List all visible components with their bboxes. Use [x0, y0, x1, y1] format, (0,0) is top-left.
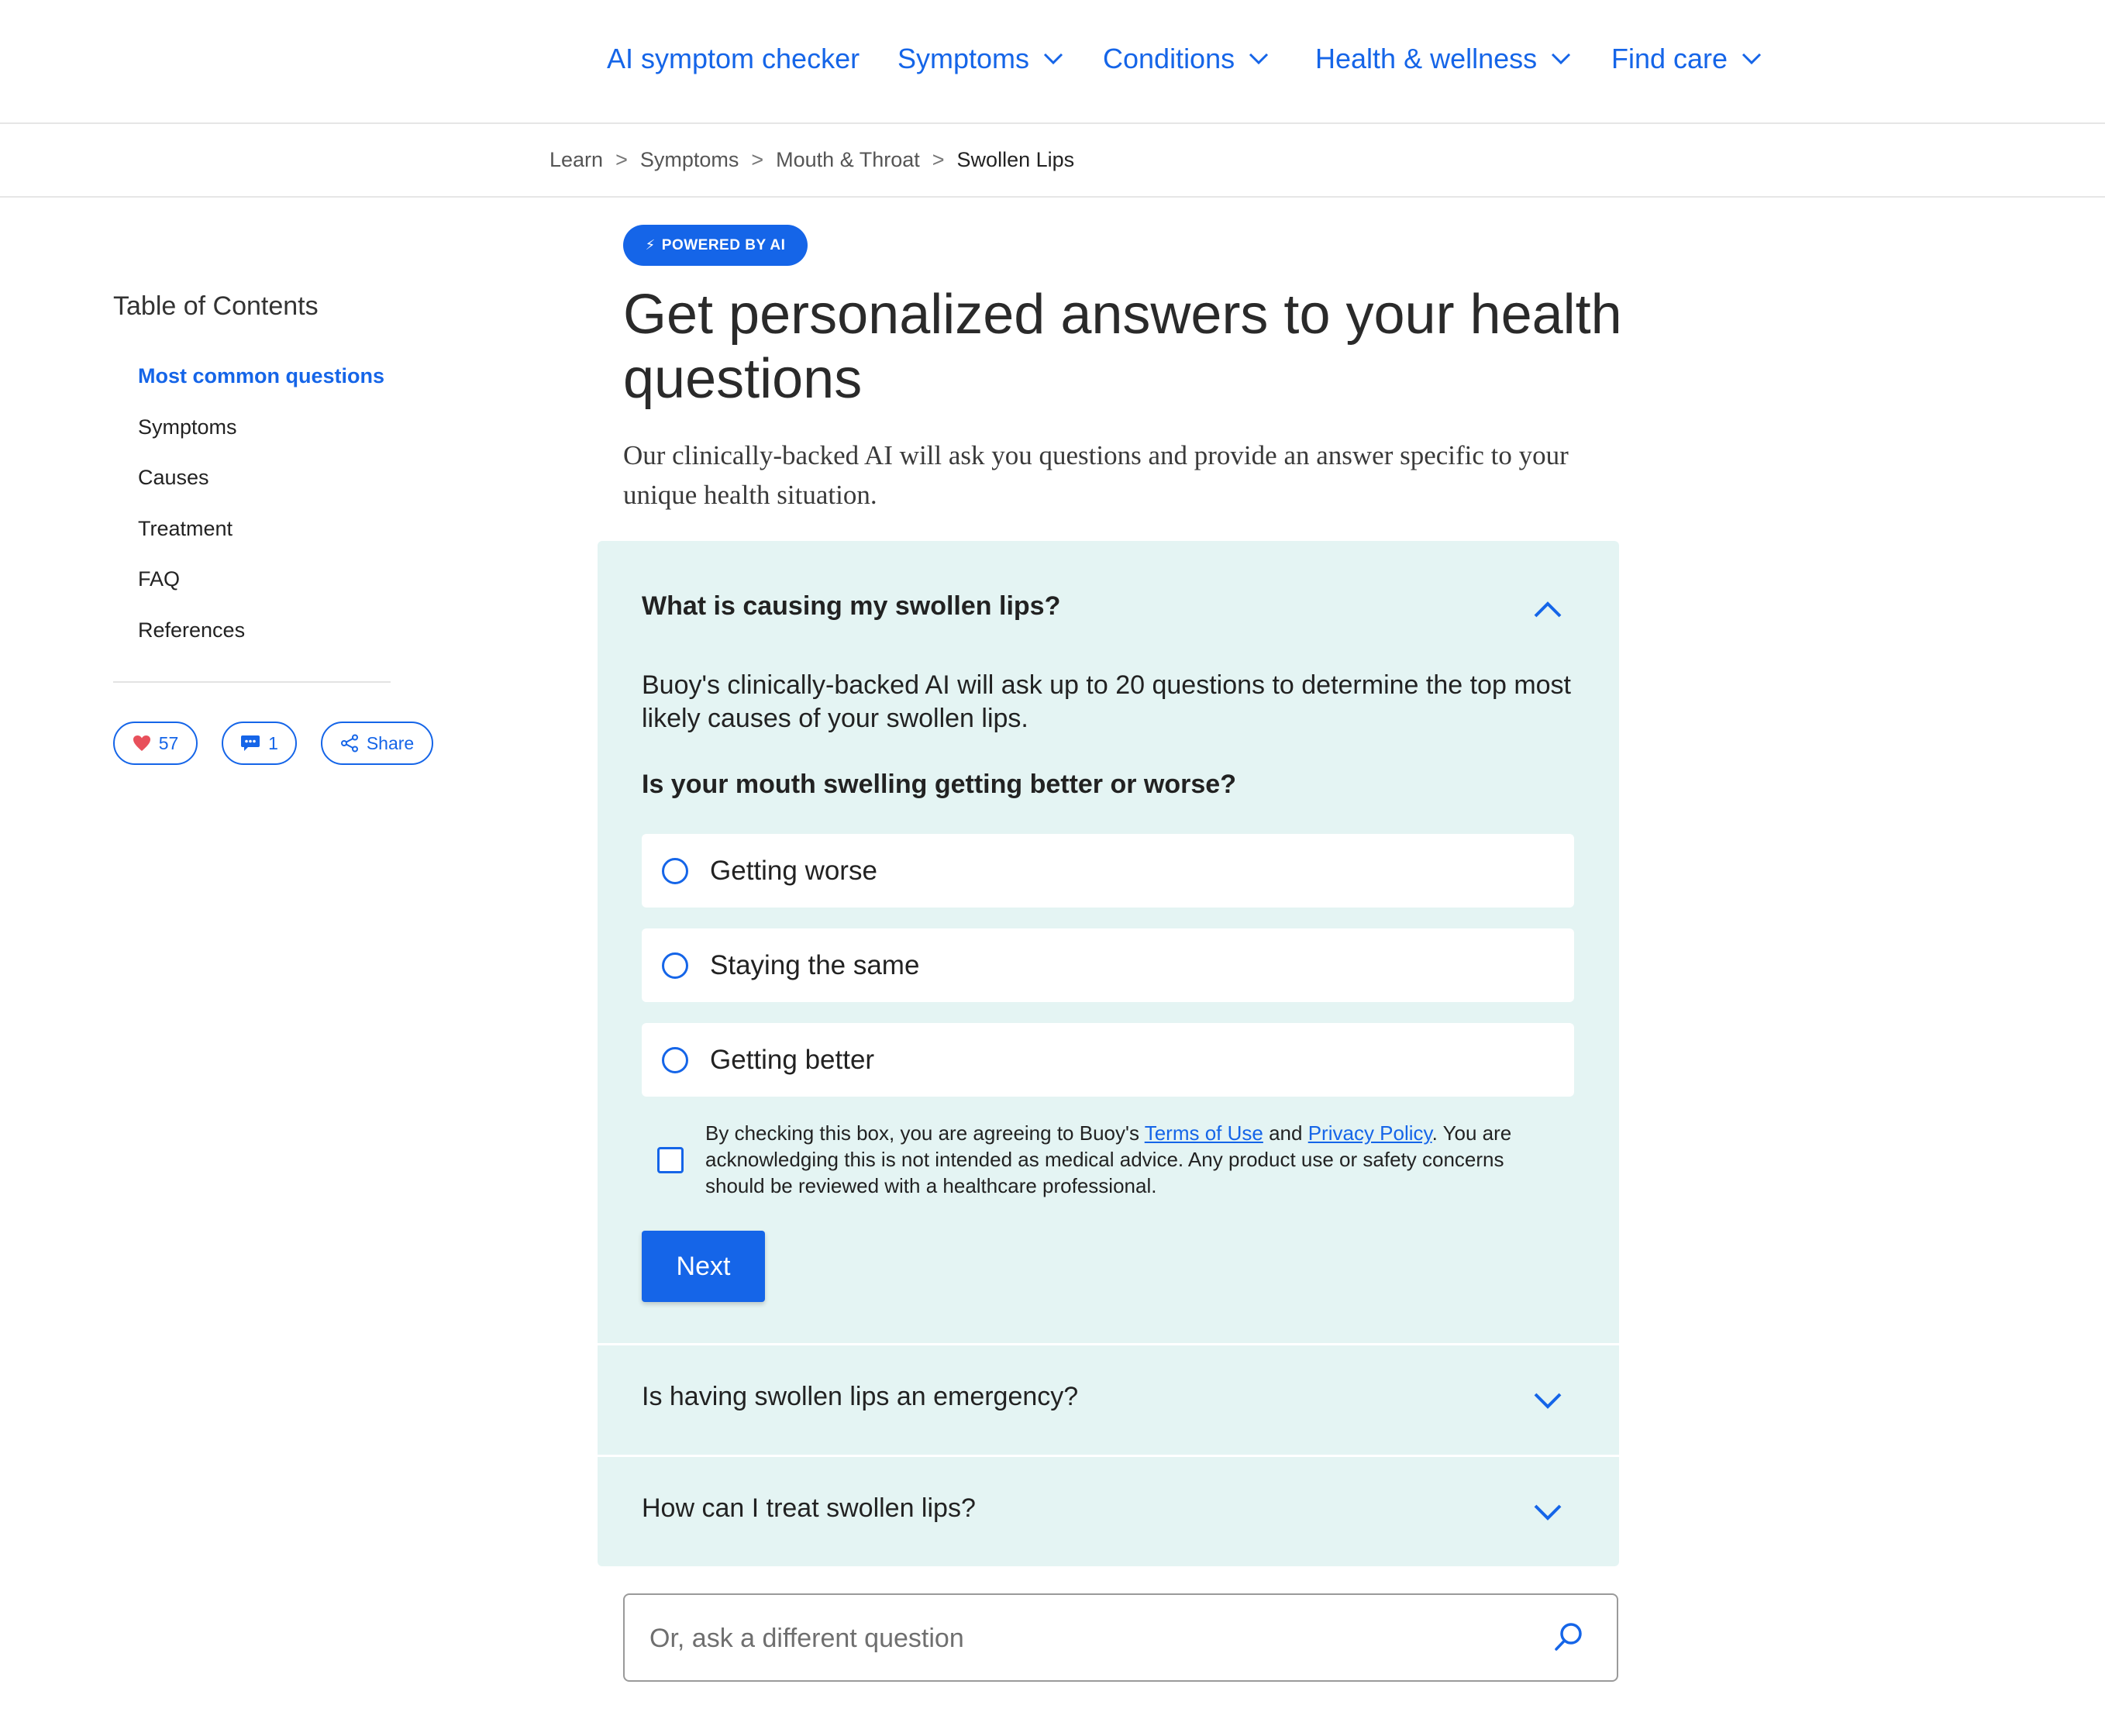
option-label: Getting worse — [710, 855, 877, 886]
breadcrumb-current-page: Swollen Lips — [956, 148, 1075, 171]
like-button[interactable] — [113, 722, 198, 765]
quiz-intro: Buoy's clinically-backed AI will ask up to 20 questions to determine the top most likely causes of your swollen lips. — [642, 670, 1571, 733]
option-label: Staying the same — [710, 949, 920, 980]
panel-divider — [598, 1455, 1619, 1457]
nav-health-wellness[interactable] — [1315, 39, 1571, 79]
breadcrumb-separator: > — [751, 148, 764, 171]
chevron-down-icon — [1742, 53, 1762, 65]
toc-item-most-common-questions[interactable]: Most common questions — [138, 364, 385, 388]
option-label: Getting better — [710, 1044, 875, 1075]
nav-label: Find care — [1611, 43, 1728, 74]
page-title: Get personalized answers to your health questions — [623, 284, 1622, 410]
badge-label: POWERED BY AI — [661, 236, 786, 253]
chevron-down-icon[interactable] — [1533, 1504, 1562, 1522]
like-count: 57 — [158, 732, 179, 753]
ask-question-input[interactable] — [648, 1595, 1542, 1682]
consent-text-and: and — [1263, 1121, 1308, 1145]
radio-button[interactable] — [662, 858, 688, 884]
chevron-down-icon — [1249, 53, 1269, 65]
nav-label: AI symptom checker — [607, 43, 860, 74]
share-button[interactable] — [321, 722, 433, 765]
toc-item-causes[interactable]: Causes — [138, 466, 209, 489]
heart-icon — [133, 735, 151, 752]
consent-text — [705, 1120, 1566, 1199]
nav-find-care[interactable] — [1611, 39, 1762, 79]
breadcrumb-mouth-throat[interactable]: Mouth & Throat — [776, 148, 920, 171]
consent-text-start: By checking this box, you are agreeing to Buoy's — [705, 1121, 1145, 1145]
accordion-header-causes[interactable]: What is causing my swollen lips? — [642, 591, 1061, 621]
chevron-down-icon[interactable] — [1533, 1392, 1562, 1410]
nav-label: Health & wellness — [1315, 43, 1538, 74]
top-navigation — [0, 0, 2105, 124]
comment-count: 1 — [268, 732, 278, 753]
quiz-question: Is your mouth swelling getting better or worse? — [642, 770, 1236, 799]
toc-divider — [113, 681, 391, 683]
consent-checkbox[interactable] — [657, 1147, 684, 1173]
breadcrumb-separator: > — [932, 148, 945, 171]
toc-item-references[interactable]: References — [138, 618, 246, 642]
option-getting-better[interactable] — [642, 1023, 1574, 1097]
nav-ai-symptom-checker[interactable] — [607, 39, 860, 79]
ask-question-box — [623, 1593, 1618, 1682]
toc-item-symptoms[interactable]: Symptoms — [138, 415, 237, 439]
option-staying-the-same[interactable] — [642, 928, 1574, 1002]
lightning-icon: ⚡ — [645, 237, 656, 253]
comments-button[interactable] — [222, 722, 297, 765]
next-button[interactable]: Next — [642, 1231, 765, 1302]
nav-symptoms[interactable] — [897, 39, 1063, 79]
breadcrumb-symptoms[interactable]: Symptoms — [639, 148, 739, 171]
powered-by-ai-badge — [623, 225, 808, 266]
toc-list — [138, 360, 384, 665]
comment-icon — [240, 735, 260, 752]
radio-button[interactable] — [662, 1047, 688, 1073]
chevron-down-icon — [1043, 53, 1063, 65]
nav-conditions[interactable] — [1103, 39, 1269, 79]
accordion-header-treatment[interactable]: How can I treat swollen lips? — [642, 1493, 976, 1523]
privacy-policy-link[interactable]: Privacy Policy — [1307, 1121, 1432, 1145]
nav-label: Symptoms — [897, 43, 1030, 74]
share-label: Share — [366, 732, 415, 753]
panel-divider — [598, 1343, 1619, 1345]
option-getting-worse[interactable] — [642, 834, 1574, 908]
chevron-up-icon[interactable] — [1533, 600, 1562, 618]
breadcrumb-separator: > — [615, 148, 628, 171]
page-subtitle: Our clinically-backed AI will ask you questions and provide an answer specific to your unique health situation. — [623, 440, 1569, 510]
accordion-header-emergency[interactable]: Is having swollen lips an emergency? — [642, 1382, 1079, 1411]
search-icon[interactable] — [1552, 1620, 1586, 1654]
terms-of-use-link[interactable]: Terms of Use — [1144, 1121, 1263, 1145]
toc-item-faq[interactable]: FAQ — [138, 567, 181, 591]
radio-button[interactable] — [662, 952, 688, 979]
share-icon — [340, 734, 359, 753]
nav-label: Conditions — [1103, 43, 1235, 74]
toc-title: Table of Contents — [113, 291, 319, 321]
chevron-down-icon — [1551, 53, 1571, 65]
breadcrumb-learn[interactable]: Learn — [550, 148, 604, 171]
consent-text-end: . You are acknowledging this is not intended as medical advice. Any product use or safety concerns should be reviewed with a healthcare professional. — [705, 1121, 1512, 1197]
breadcrumb — [0, 124, 2105, 198]
toc-item-treatment[interactable]: Treatment — [138, 516, 233, 540]
